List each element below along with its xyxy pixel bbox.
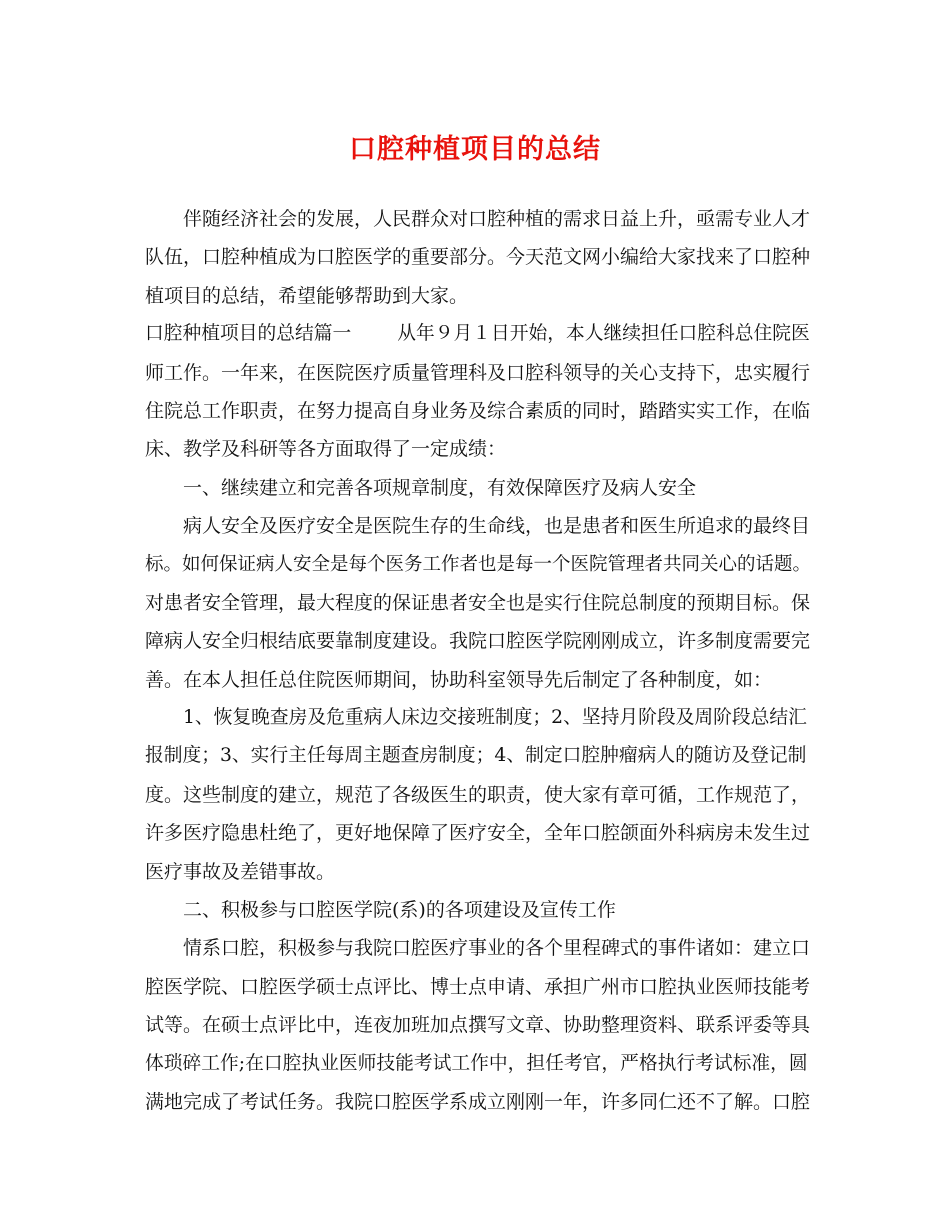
line-text: 队伍，口腔种植成为口腔医学的重要部分。今天范文网小编给大家找来了口腔种 (145, 246, 811, 269)
line-text: 床、教学及科研等各方面取得了一定成绩： (145, 438, 507, 461)
paragraph-line (145, 622, 810, 660)
paragraph-line (145, 354, 810, 392)
line-text: 标。如何保证病人安全是每个医务工作者也是每一个医院管理者共同关心的话题。 (145, 553, 812, 575)
line-text: 病人安全及医疗安全是医院生存的生命线，也是患者和医生所追求的最终目 (183, 515, 811, 538)
line-text: 住院总工作职责，在努力提高自身业务及综合素质的同时，踏踏实实工作，在临 (145, 399, 811, 422)
paragraph-line (145, 853, 810, 891)
paragraph-line (145, 546, 810, 584)
paragraph-line (145, 968, 810, 1006)
paragraph-line (145, 661, 810, 699)
paragraph-line (145, 737, 810, 775)
paragraph-line (145, 1045, 810, 1083)
line-text: 试等。在硕士点评比中，连夜加班加点撰写文章、协助整理资料、联系评委等具 (145, 1014, 811, 1037)
line-text: 植项目的总结，希望能够帮助到大家。 (145, 284, 469, 307)
line-text: 伴随经济社会的发展，人民群众对口腔种植的需求日益上升，亟需专业人才 (183, 208, 811, 230)
page-title: 口腔种植项目的总结 (349, 134, 601, 165)
paragraph-line (145, 814, 810, 852)
section-heading: 口腔种植项目的总结篇一 (145, 323, 352, 345)
paragraph-line (145, 1006, 810, 1044)
paragraph-line (145, 200, 810, 238)
paragraph-line (145, 315, 810, 353)
paragraph-line (145, 469, 810, 507)
paragraph-line (145, 507, 810, 545)
line-text: 体琐碎工作;在口腔执业医师技能考试工作中，担任考官，严格执行考试标准，圆 (145, 1052, 808, 1074)
document-body (145, 200, 810, 1121)
paragraph-line (145, 430, 810, 468)
line-text: 情系口腔，积极参与我院口腔医疗事业的各个里程碑式的事件诸如：建立口 (183, 937, 811, 960)
paragraph-line (145, 584, 810, 622)
paragraph-line (145, 776, 810, 814)
line-text: 从年９月１日开始，本人继续担任口腔科总住院医 (397, 323, 810, 345)
paragraph-line (145, 929, 810, 967)
paragraph-line (145, 1083, 810, 1121)
paragraph-line (145, 891, 810, 929)
line-text: 二、积极参与口腔医学院(系)的各项建设及宣传工作 (183, 899, 616, 922)
line-text: 1、恢复晚查房及危重病人床边交接班制度；2、坚持月阶段及周阶段总结汇 (183, 707, 807, 729)
paragraph-line (145, 392, 810, 430)
line-text: 度。这些制度的建立，规范了各级医生的职责，使大家有章可循，工作规范了， (145, 783, 811, 806)
line-text: 腔医学院、口腔医学硕士点评比、博士点申请、承担广州市口腔执业医师技能考 (145, 975, 811, 998)
paragraph-line (145, 699, 810, 737)
line-text: 一、继续建立和完善各项规章制度，有效保障医疗及病人安全 (183, 476, 697, 499)
line-text: 师工作。一年来，在医院医疗质量管理科及口腔科领导的关心支持下，忠实履行 (145, 361, 811, 384)
paragraph-line (145, 238, 810, 276)
line-text: 报制度；3、实行主任每周主题查房制度；4、制定口腔肿瘤病人的随访及登记制 (145, 745, 807, 767)
line-text: 对患者安全管理，最大程度的保证患者安全也是实行住院总制度的预期目标。保 (145, 591, 811, 614)
line-text: 许多医疗隐患杜绝了，更好地保障了医疗安全，全年口腔颌面外科病房未发生过 (145, 822, 811, 845)
line-text: 善。在本人担任总住院医师期间，协助科室领导先后制定了各种制度，如： (145, 668, 773, 691)
line-text: 障病人安全归根结底要靠制度建设。我院口腔医学院刚刚成立，许多制度需要完 (145, 630, 811, 653)
paragraph-line (145, 277, 810, 315)
line-text: 医疗事故及差错事故。 (145, 860, 336, 883)
line-text: 满地完成了考试任务。我院口腔医学系成立刚刚一年，许多同仁还不了解。口腔 (145, 1090, 811, 1113)
